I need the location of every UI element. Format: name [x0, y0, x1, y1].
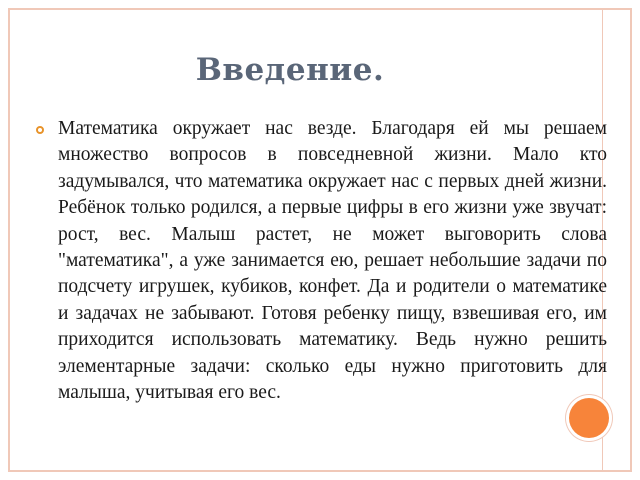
orange-circle-icon	[569, 398, 609, 438]
circle-bullet-icon	[36, 126, 44, 134]
slide-paragraph: Математика окружает нас везде. Благодаря ей мы решаем множество вопросов в повседневной жизни. Мало кто задумывался, что математика окружает нас с первых дней жизни. Ребёнок только родился, а первые цифры в его жизни уже звучат: рост, вес. Малыш растет, не может выговорить слова "математика", а уже занимается ею, решает небольшие задачи по подсчету игрушек, кубиков, конфет. Да и родители о математике и задачах не забывают. Готовя ребенку пищу, взвешивая его, им приходится использовать математику. Ведь нужно решить элементарные задачи: сколько еды нужно приготовить для малыша, учитывая его вес.	[58, 118, 607, 404]
slide-title: Введение.	[195, 52, 385, 88]
